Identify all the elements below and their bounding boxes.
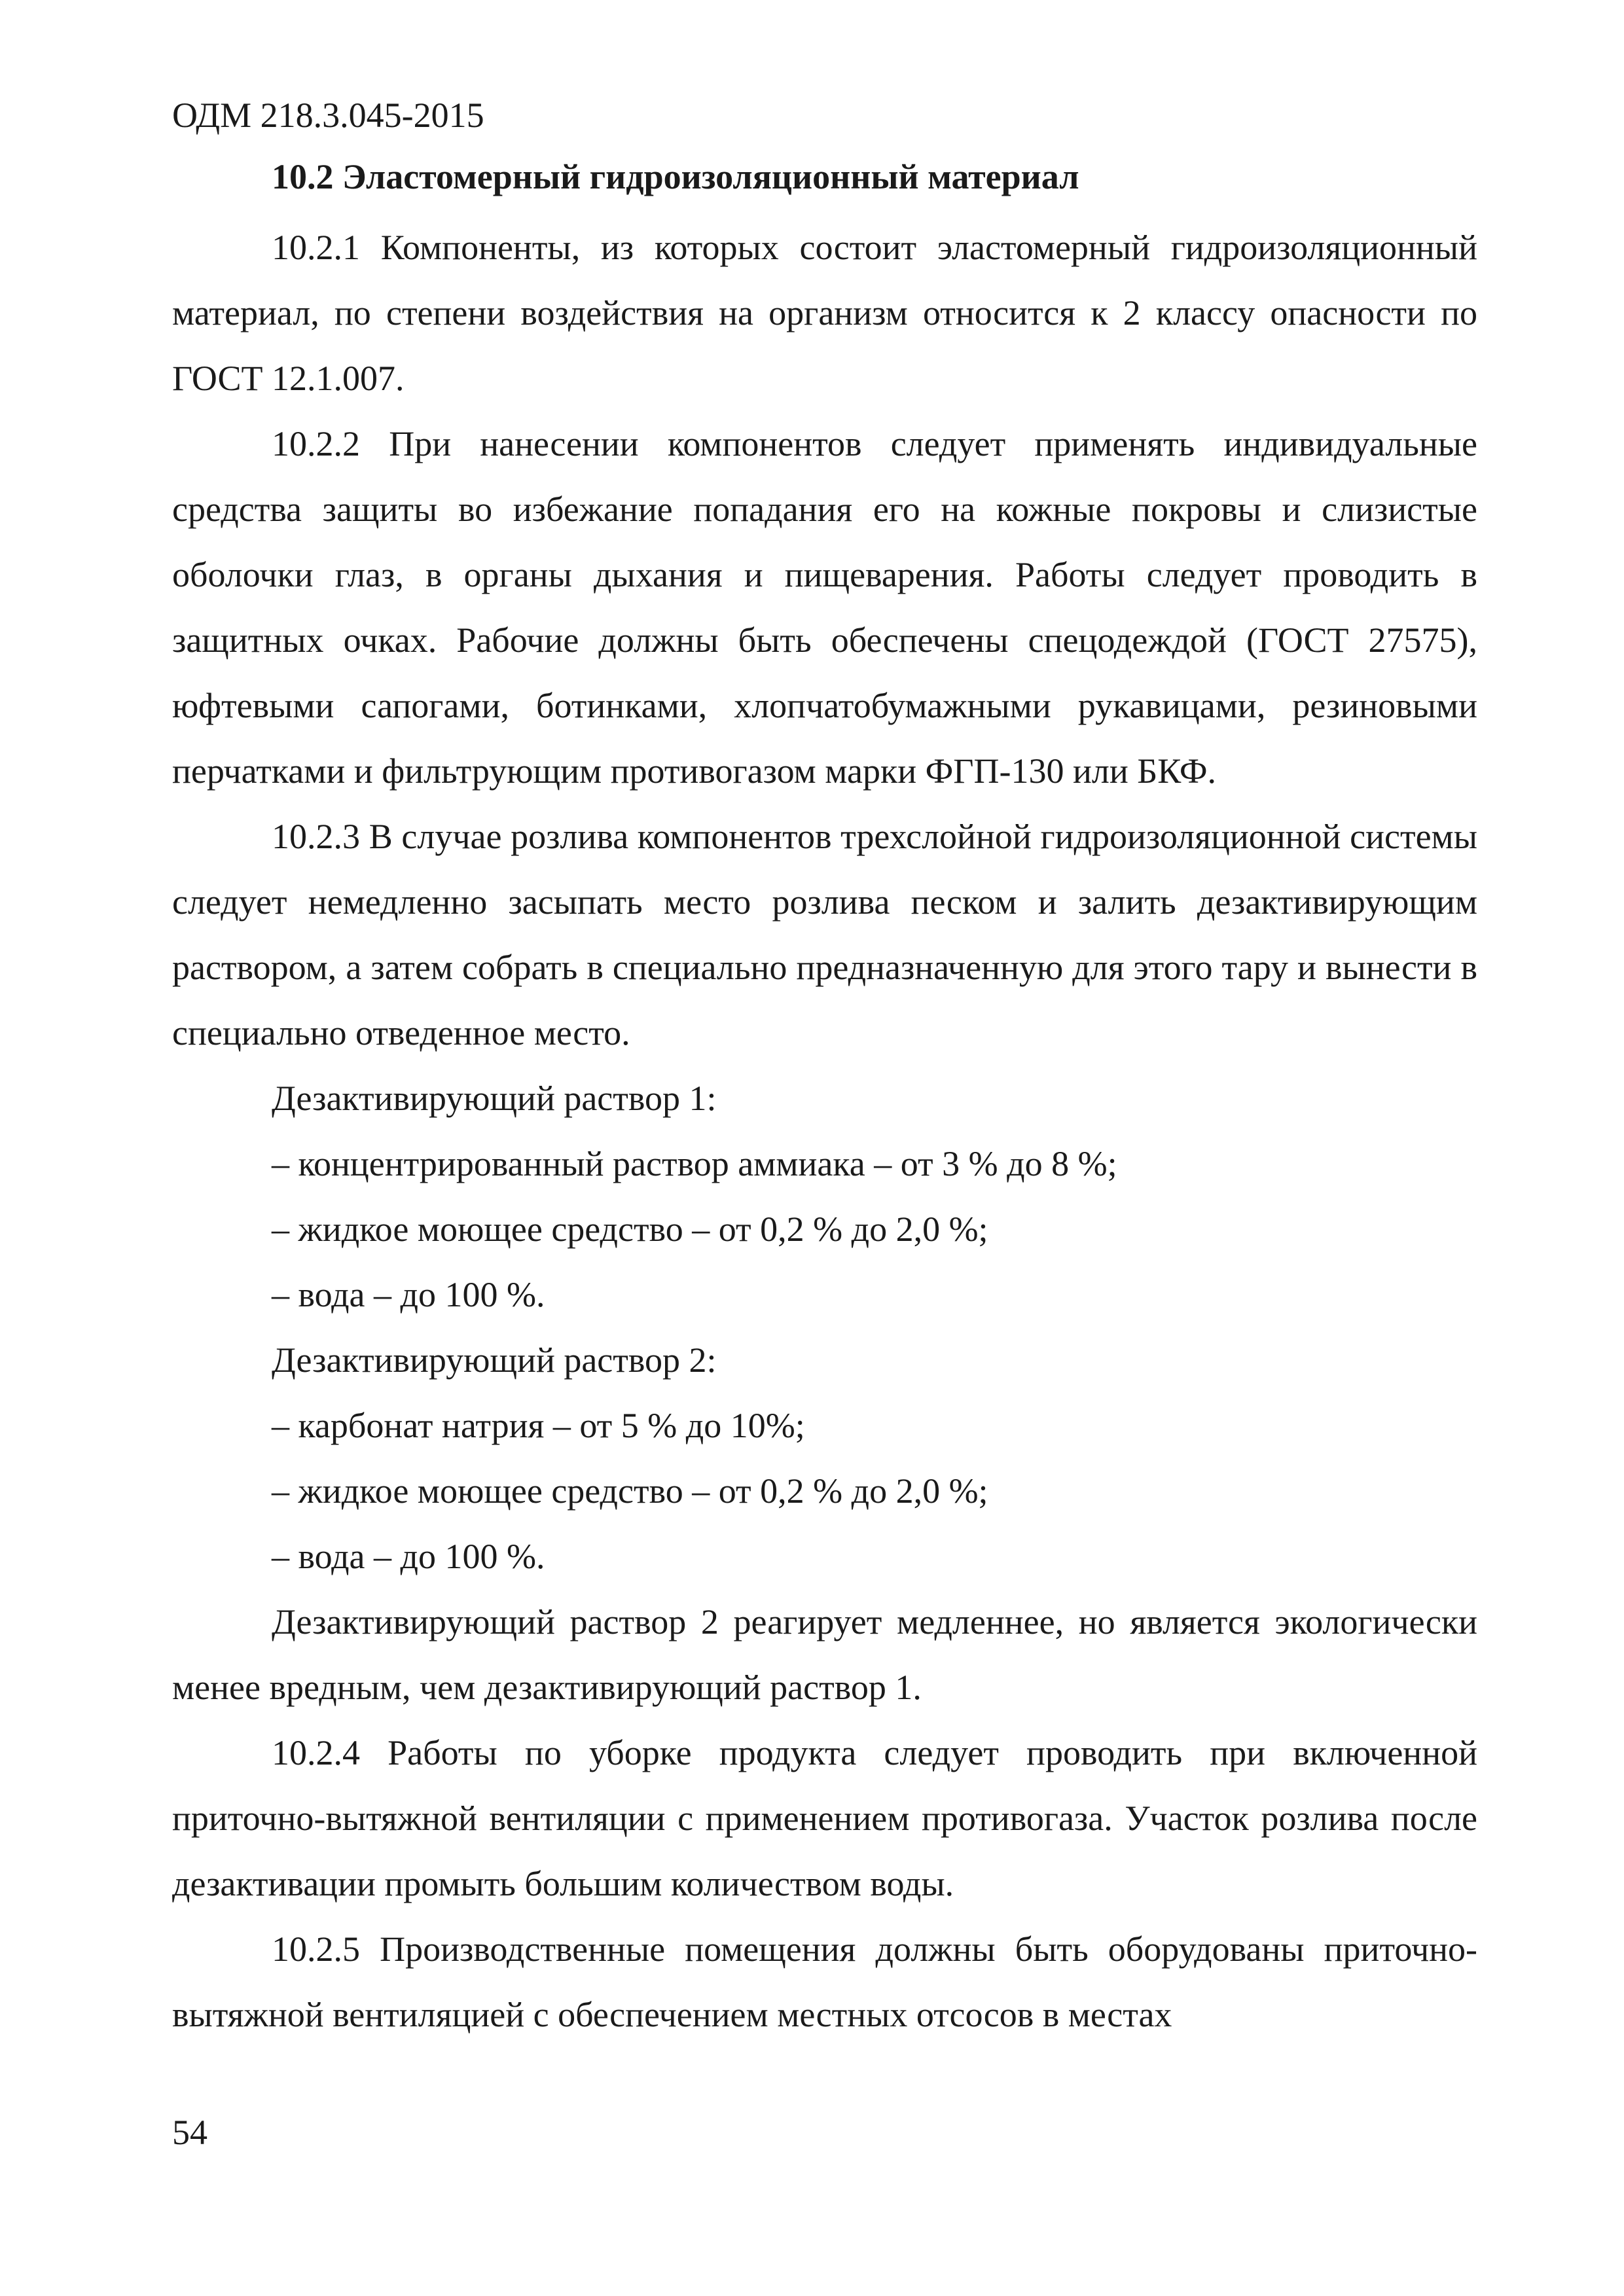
- solution-1-title: Дезактивирующий раствор 1:: [272, 1079, 717, 1118]
- list-item: – жидкое моющее средство – от 0,2 % до 2,0 %;: [272, 1471, 988, 1511]
- paragraph-10-2-4: 10.2.4 Работы по уборке продукта следует проводить при включенной приточно-вытяжной вентиляции с применением противогаза. Участок розлива после дезактивации промыть большим количеством воды.: [172, 1733, 1477, 1903]
- list-item: – концентрированный раствор аммиака – от 3 % до 8 %;: [272, 1144, 1117, 1183]
- paragraph-10-2-5: 10.2.5 Производственные помещения должны быть оборудованы приточно-вытяжной вентиляцией с обеспечением местных отсосов в местах: [172, 1929, 1477, 2034]
- section-heading: 10.2 Эластомерный гидроизоляционный материал: [272, 157, 1079, 196]
- paragraph-10-2-2: 10.2.2 При нанесении компонентов следует применять индивидуальные средства защиты во избежание попадания его на кожные покровы и слизистые оболочки глаз, в органы дыхания и пищеварения. Работы следует проводить в защитных очках. Рабочие должны быть обеспечены спецодеждой (ГОСТ 27575), юфтевыми сапогами, ботинками, хлопчатобумажными рукавицами, резиновыми перчатками и фильтрующим противогазом марки ФГП-130 или БКФ.: [172, 424, 1477, 791]
- paragraph-10-2-3: 10.2.3 В случае розлива компонентов трехслойной гидроизоляционной системы следует немедленно засыпать место розлива песком и залить дезактивирующим раствором, а затем собрать в специально предназначенную для этого тару и вынести в специально отведенное место.: [172, 817, 1477, 1052]
- page-number: 54: [172, 2113, 208, 2152]
- list-item: – жидкое моющее средство – от 0,2 % до 2,0 %;: [272, 1210, 988, 1249]
- solution-2-title: Дезактивирующий раствор 2:: [272, 1340, 717, 1380]
- list-item: – вода – до 100 %.: [272, 1275, 545, 1314]
- document-body: [172, 153, 1477, 2047]
- list-item: – вода – до 100 %.: [272, 1537, 545, 1576]
- document-header: ОДМ 218.3.045-2015: [172, 96, 484, 135]
- list-item: – карбонат натрия – от 5 % до 10%;: [272, 1406, 805, 1445]
- solution-comparison-paragraph: Дезактивирующий раствор 2 реагирует медленнее, но является экологически менее вредным, чем дезактивирующий раствор 1.: [172, 1602, 1477, 1707]
- paragraph-10-2-1: 10.2.1 Компоненты, из которых состоит эластомерный гидроизоляционный материал, по степени воздействия на организм относится к 2 классу опасности по ГОСТ 12.1.007.: [172, 228, 1477, 398]
